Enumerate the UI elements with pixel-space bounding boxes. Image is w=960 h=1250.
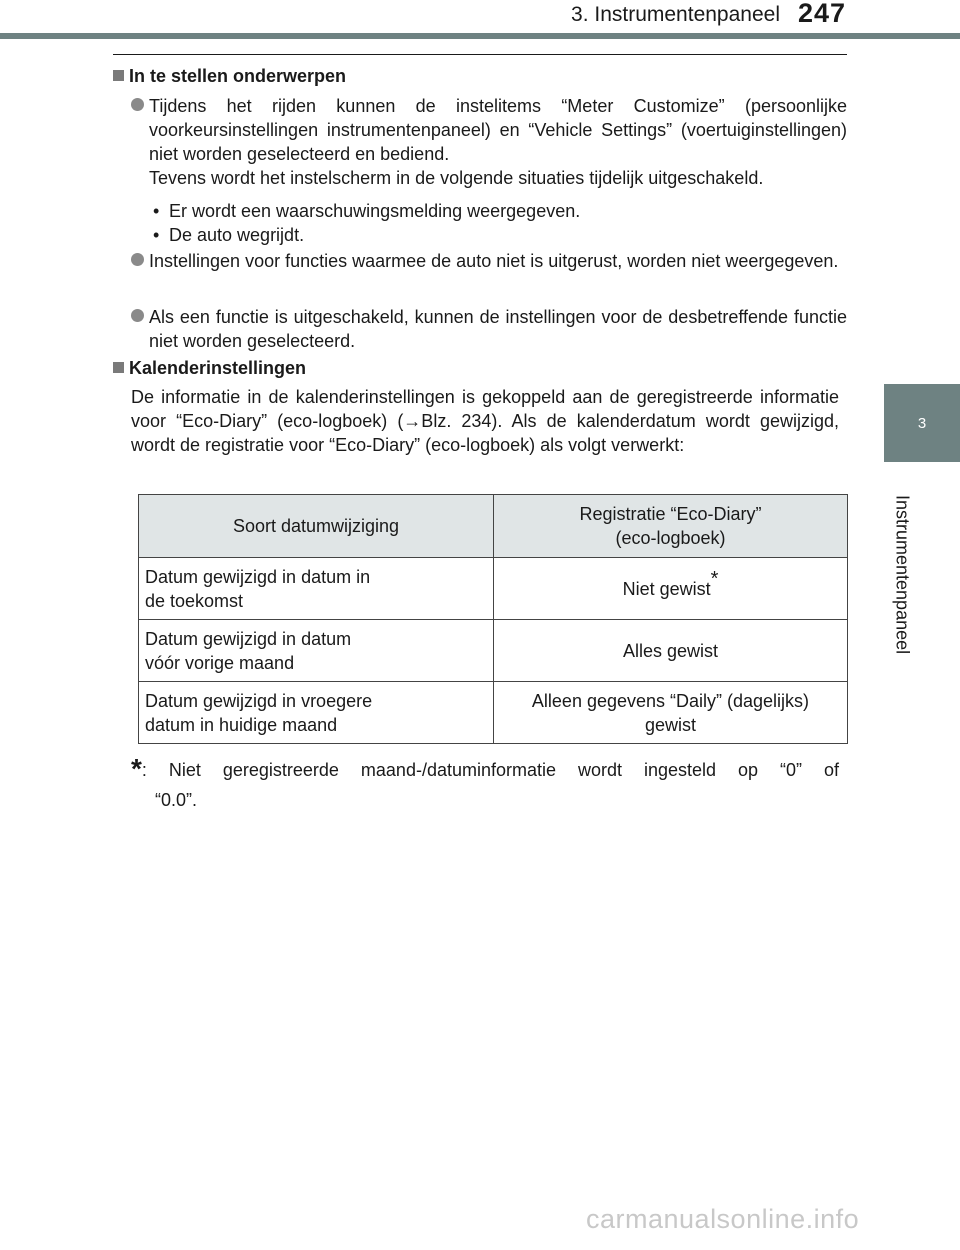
bullet-text: Instellingen voor functies waarmee de auto niet is uitgerust, worden niet weergegeven. [149, 251, 839, 271]
calendar-paragraph: De informatie in de kalenderinstellingen is gekoppeld aan de geregistreerde informatie voor “Eco-Diary” (eco-logboek) (→Blz. 234). Als de kalenderdatum wordt gewijzigd, wordt de registratie voor “Eco-Diary” (eco-logboek) als volgt verwerkt: [131, 387, 839, 455]
table-row [139, 682, 848, 744]
table-cell-type: Datum gewijzigd in datum in de toekomst [139, 558, 494, 620]
sub-item-text: Er wordt een waarschuwingsmelding weergegeven. [169, 201, 581, 221]
table-cell-type: Datum gewijzigd in vroegere datum in huidige maand [139, 682, 494, 744]
table-row [139, 558, 848, 620]
running-header-title: 3. Instrumentenpaneel [571, 3, 780, 26]
bullet-text: Als een functie is uitgeschakeld, kunnen de instellingen voor de desbetreffende functie niet worden geselecteerd. [149, 307, 847, 351]
sub-item-text: De auto wegrijdt. [169, 225, 305, 245]
table-row [139, 620, 848, 682]
table-cell-result: Niet gewist* [494, 558, 848, 620]
table-header-row [139, 495, 848, 558]
page-number: 247 [798, 0, 847, 28]
square-bullet-icon [113, 70, 124, 81]
header-rule [0, 33, 960, 39]
footnote-text: : Niet geregistreerde maand-/datuminformatie wordt ingesteld op “0” of [141, 760, 839, 780]
footnote-asterisk: * [710, 567, 719, 590]
sub-item-warning [153, 199, 580, 223]
table-cell-result: Alles gewist [494, 620, 848, 682]
bullet-text-continued: Tevens wordt het instelscherm in de volgende situaties tijdelijk uitgeschakeld. [149, 168, 764, 188]
round-bullet-icon [131, 98, 144, 111]
bullet-item-disabled-function [131, 305, 847, 353]
section-heading-calendar [113, 358, 306, 379]
section-heading-text: Kalenderinstellingen [129, 358, 307, 378]
eco-diary-table [138, 494, 848, 744]
footnote-mark: * [131, 753, 142, 784]
table-cell-type: Datum gewijzigd in datum vóór vorige maand [139, 620, 494, 682]
small-dot-icon: • [153, 225, 160, 245]
content-rule [113, 54, 847, 55]
round-bullet-icon [131, 309, 144, 322]
watermark-text: carmanualsonline.info [586, 1204, 860, 1234]
table-header-cell: Soort datumwijziging [139, 495, 494, 558]
table-footnote [131, 754, 839, 815]
chapter-side-label: Instrumentenpaneel [892, 495, 913, 655]
chapter-number: 3 [917, 414, 927, 432]
table-cell-result: Alleen gegevens “Daily” (dagelijks) gewist [494, 682, 848, 744]
sub-item-driving-away [153, 223, 304, 247]
footnote-text-continued: “0.0”. [155, 790, 198, 810]
bullet-item-driving [131, 94, 847, 190]
square-bullet-icon [113, 362, 124, 373]
table-header-cell: Registratie “Eco-Diary” (eco-logboek) [494, 495, 848, 558]
section-heading-text: In te stellen onderwerpen [129, 66, 347, 86]
bullet-text: Tijdens het rijden kunnen de instelitems “Meter Customize” (persoonlijke voorkeursinstellingen instrumentenpaneel) en “Vehicle Settings” (voertuiginstellingen) niet worden geselecteerd en bediend. [149, 96, 847, 164]
chapter-tab[interactable] [884, 384, 960, 462]
small-dot-icon: • [153, 201, 160, 221]
bullet-item-not-equipped [131, 249, 847, 273]
round-bullet-icon [131, 253, 144, 266]
section-heading-settings [113, 66, 346, 87]
